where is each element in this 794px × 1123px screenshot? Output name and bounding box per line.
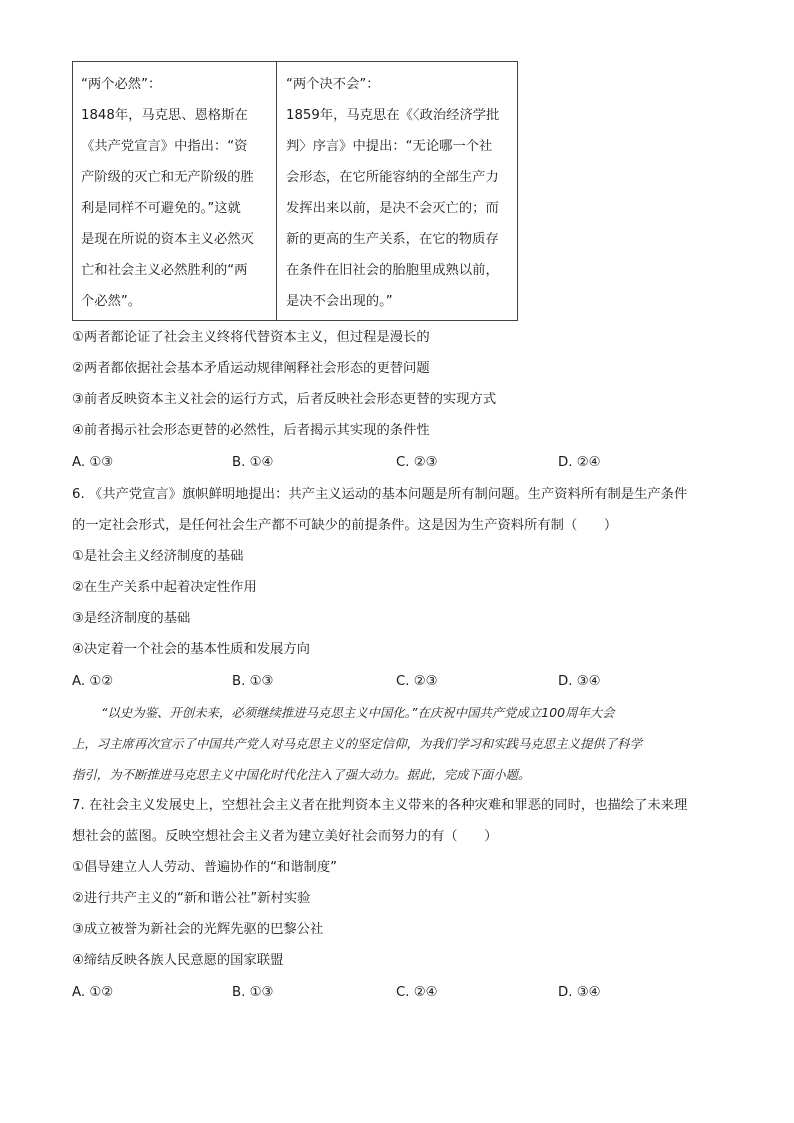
q7-options: [72, 984, 732, 1002]
cell-line: 亡和社会主义必然胜利的“两: [81, 263, 248, 278]
q6-statement-2: ②在生产关系中起着决定性作用: [72, 580, 257, 595]
q7-stem-line-2: 想社会的蓝图。反映空想社会主义者为建立美好社会而努力的有（ ）: [72, 829, 498, 844]
q7-statement-2: ②进行共产主义的“新和谐公社”新村实验: [72, 891, 311, 906]
cell-line: 个必然”。: [81, 294, 142, 309]
q6-option-a[interactable]: A. ①②: [72, 674, 114, 689]
cell-title: “两个必然”：: [81, 77, 162, 92]
table-cell-two-inevitables: [73, 62, 277, 320]
q7-statement-4: ④缔结反映各族人民意愿的国家联盟: [72, 953, 284, 968]
table-cell-two-nevers: [277, 62, 517, 320]
q7-option-d[interactable]: D. ③④: [558, 985, 601, 1000]
cell-line: 发挥出来以前，是决不会灭亡的；而: [286, 201, 499, 216]
q7-option-b[interactable]: B. ①③: [232, 985, 274, 1000]
material-line-3: 指引，为不断推进马克思主义中国化时代化注入了强大动力。据此，完成下面小题。: [72, 767, 531, 782]
q6-statement-1: ①是社会主义经济制度的基础: [72, 549, 244, 564]
cell-line: 在条件在旧社会的胎胞里成熟以前，: [286, 263, 499, 278]
cell-line: 1848年，马克思、恩格斯在: [81, 108, 248, 123]
q5-statement-3: ③前者反映资本主义社会的运行方式，后者反映社会形态更替的实现方式: [72, 392, 497, 407]
q7-option-a[interactable]: A. ①②: [72, 985, 114, 1000]
cell-line: 是决不会出现的。”: [286, 294, 393, 309]
q5-option-c[interactable]: C. ②③: [396, 455, 438, 470]
cell-line: 利是同样不可避免的。”这就: [81, 201, 241, 216]
cell-line: 是现在所说的资本主义必然灭: [81, 232, 254, 247]
cell-line: 《共产党宣言》中指出：“资: [81, 139, 248, 154]
q6-statement-3: ③是经济制度的基础: [72, 611, 191, 626]
q7-statement-1: ①倡导建立人人劳动、普遍协作的“和谐制度”: [72, 860, 338, 875]
q6-option-d[interactable]: D. ③④: [558, 674, 601, 689]
material-line-1: “以史为鉴、开创未来，必须继续推进马克思主义中国化。”在庆祝中国共产党成立100周年大会: [101, 705, 615, 720]
q6-stem-line-2: 的一定社会形式，是任何社会生产都不可缺少的前提条件。这是因为生产资料所有制（ ）: [72, 518, 618, 533]
cell-line: 1859年，马克思在《〈政治经济学批: [286, 108, 500, 123]
q5-options: [72, 454, 732, 472]
cell-line: 会形态，在它所能容纳的全部生产力: [286, 170, 499, 185]
cell-line: 新的更高的生产关系，在它的物质存: [286, 232, 499, 247]
q7-statement-3: ③成立被誉为新社会的光辉先驱的巴黎公社: [72, 922, 324, 937]
q6-stem-line-1: 6. 《共产党宣言》旗帜鲜明地提出：共产主义运动的基本问题是所有制问题。生产资料所有制是生产条件: [72, 487, 688, 502]
cell-line: 产阶级的灭亡和无产阶级的胜: [81, 170, 254, 185]
q5-option-a[interactable]: A. ①③: [72, 455, 114, 470]
q5-option-d[interactable]: D. ②④: [558, 455, 601, 470]
q6-statement-4: ④决定着一个社会的基本性质和发展方向: [72, 642, 310, 657]
q5-option-b[interactable]: B. ①④: [232, 455, 274, 470]
cell-line: 判〉序言》中提出：“无论哪一个社: [286, 139, 493, 154]
material-line-2: 上，习主席再次宣示了中国共产党人对马克思主义的坚定信仰，为我们学习和实践马克思主义提供了科学: [72, 736, 642, 751]
q5-statement-2: ②两者都依据社会基本矛盾运动规律阐释社会形态的更替问题: [72, 361, 430, 376]
q5-statement-4: ④前者揭示社会形态更替的必然性，后者揭示其实现的条件性: [72, 423, 430, 438]
q6-option-c[interactable]: C. ②③: [396, 674, 438, 689]
q5-statement-1: ①两者都论证了社会主义终将代替资本主义，但过程是漫长的: [72, 330, 430, 345]
q6-options: [72, 673, 732, 691]
comparison-table: [72, 61, 518, 321]
q7-stem-line-1: 7. 在社会主义发展史上，空想社会主义者在批判资本主义带来的各种灾难和罪恶的同时，也描绘了未来理: [72, 798, 688, 813]
q7-option-c[interactable]: C. ②④: [396, 985, 438, 1000]
cell-title: “两个决不会”：: [286, 77, 380, 92]
q6-option-b[interactable]: B. ①③: [232, 674, 274, 689]
